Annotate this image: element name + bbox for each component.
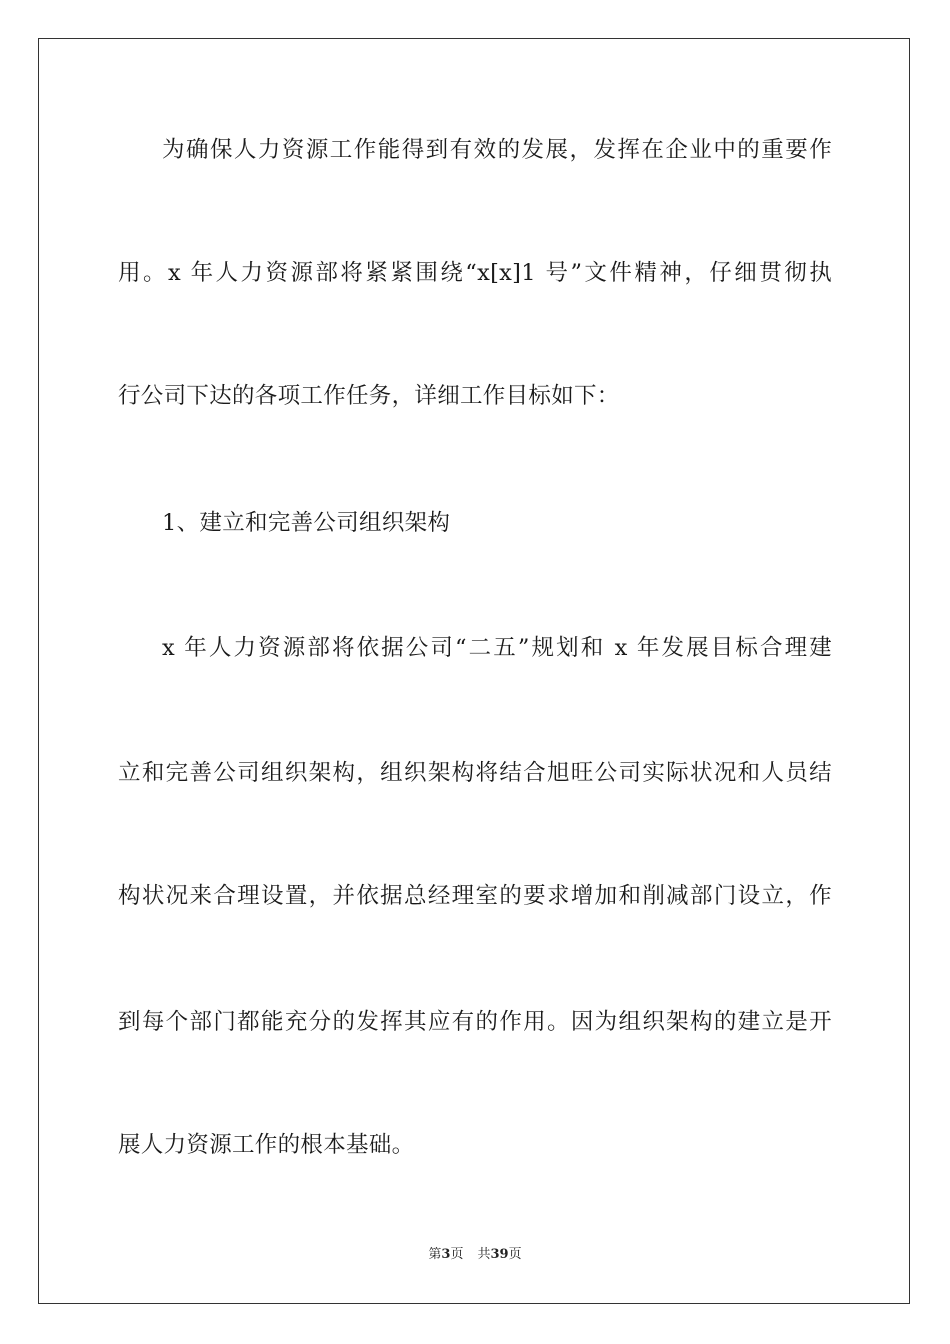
paragraph-1-line-3: 行公司下达的各项工作任务，详细工作目标如下： <box>118 383 620 409</box>
footer-page-suffix: 页 <box>450 1247 464 1262</box>
paragraph-2-line-3: 构状况来合理设置，并依据总经理室的要求增加和削减部门设立，作 <box>118 883 832 909</box>
paragraph-2-line-5: 展人力资源工作的根本基础。 <box>118 1132 415 1158</box>
paragraph-2-line-2: 立和完善公司组织架构，组织架构将结合旭旺公司实际状况和人员结 <box>118 760 832 786</box>
paragraph-2-line-4: 到每个部门都能充分的发挥其应有的作用。因为组织架构的建立是开 <box>118 1009 832 1035</box>
footer-total-suffix: 页 <box>508 1247 522 1262</box>
page-border <box>38 38 910 1304</box>
section-heading-1: 1、建立和完善公司组织架构 <box>162 510 451 536</box>
paragraph-1-line-2: 用。x 年人力资源部将紧紧围绕“x[x]1 号”文件精神，仔细贯彻执 <box>118 260 832 286</box>
footer-page-number: 3 <box>441 1247 451 1262</box>
footer-total-prefix: 共 <box>477 1247 491 1262</box>
page-footer <box>0 1246 950 1264</box>
paragraph-2-line-1: x 年人力资源部将依据公司“二五”规划和 x 年发展目标合理建 <box>162 635 832 661</box>
paragraph-1-line-1: 为确保人力资源工作能得到有效的发展，发挥在企业中的重要作 <box>162 137 832 163</box>
footer-page-prefix: 第 <box>428 1247 442 1262</box>
footer-total-pages: 39 <box>490 1247 509 1262</box>
